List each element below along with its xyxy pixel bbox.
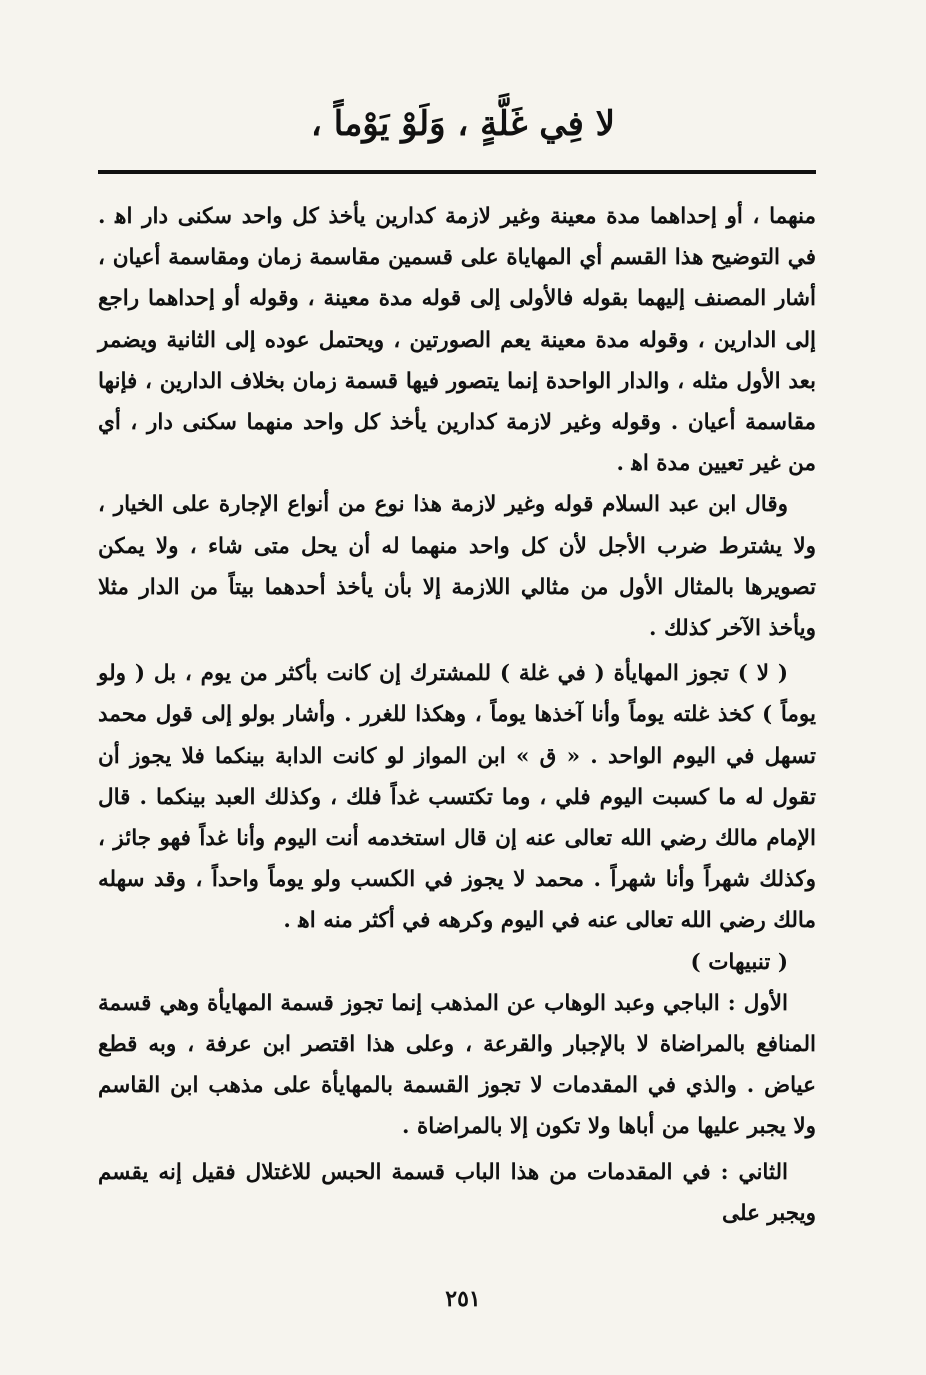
- paragraph-5: الثاني : في المقدمات من هذا الباب قسمة الحبس للاغتلال فقيل إنه يقسم ويجبر على: [98, 1159, 816, 1226]
- paragraph-3: ( لا ) تجوز المهايأة ( في غلة ) للمشترك إن كانت بأكثر من يوم ، بل ( ولو يوماً ) كخذ غلته يوماً وأنا آخذها يوماً ، وهكذا للغرر . وأشار بولو إلى قول محمد تسهل في اليوم الواحد . « ق » ابن المواز لو كانت الدابة بينكما فلا يجوز أن تقول له ما كسبت اليوم فلي ، وما تكتسب غداً فلك ، وكذلك العبد بينكما . قال الإمام مالك رضي الله تعالى عنه إن قال استخدمه أنت اليوم وأنا غداً فهو جائز ، وكذلك شهراً وأنا شهراً . محمد لا يجوز في الكسب ولو يوماً واحداً ، وقد سهله مالك رضي الله تعالى عنه في اليوم وكرهه في أكثر منه اﻫ .: [98, 661, 816, 934]
- header-rule: [98, 170, 816, 174]
- paragraph-1: منهما ، أو إحداهما مدة معينة وغير لازمة كدارين يأخذ كل واحد سكنى دار اﻫ . في التوضيح هذا القسم أي المهاياة على قسمين مقاسمة زمان ومقاسمة أعيان ، أشار المصنف إليهما بقوله فالأولى إلى قوله مدة معينة ، وقوله أو إحداهما راجع إلى الدارين ، وقوله مدة معينة يعم الصورتين ، ويحتمل عوده إلى الثانية ويضمر بعد الأول مثله ، والدار الواحدة إنما يتصور فيها قسمة زمان بخلاف الدارين ، فإنها مقاسمة أعيان . وقوله وغير لازمة كدارين يأخذ كل واحد منهما سكنى دار ، أي من غير تعيين مدة اﻫ .: [98, 204, 816, 477]
- paragraph-2: وقال ابن عبد السلام قوله وغير لازمة هذا نوع من أنواع الإجارة على الخيار ، ولا يشترط ضرب الأجل لأن كل واحد منهما له أن يحل متى شاء ، ولا يمكن تصويرها بالمثال الأول من مثالي اللازمة إلا بأن يأخذ أحدهما بيتاً من الدار مثلا ويأخذ الآخر كذلك .: [98, 492, 816, 642]
- page-body-text: [98, 196, 816, 1234]
- section-heading-tanbihat: ( تنبيهات ): [690, 949, 788, 975]
- page-number: ٢٥١: [445, 1286, 481, 1312]
- paragraph-4: الأول : الباجي وعبد الوهاب عن المذهب إنما تجوز قسمة المهايأة وهي قسمة المنافع بالمراضاة لا بالإجبار والقرعة ، وعلى هذا اقتصر ابن عرفة ، وبه قطع عياض . والذي في المقدمات لا تجوز القسمة بالمهايأة على مذهب ابن القاسم ولا يجبر عليها من أباها ولا تكون إلا بالمراضاة .: [98, 990, 816, 1140]
- running-header-title: لا فِي غَلَّةٍ ، وَلَوْ يَوْماً ،: [310, 104, 616, 144]
